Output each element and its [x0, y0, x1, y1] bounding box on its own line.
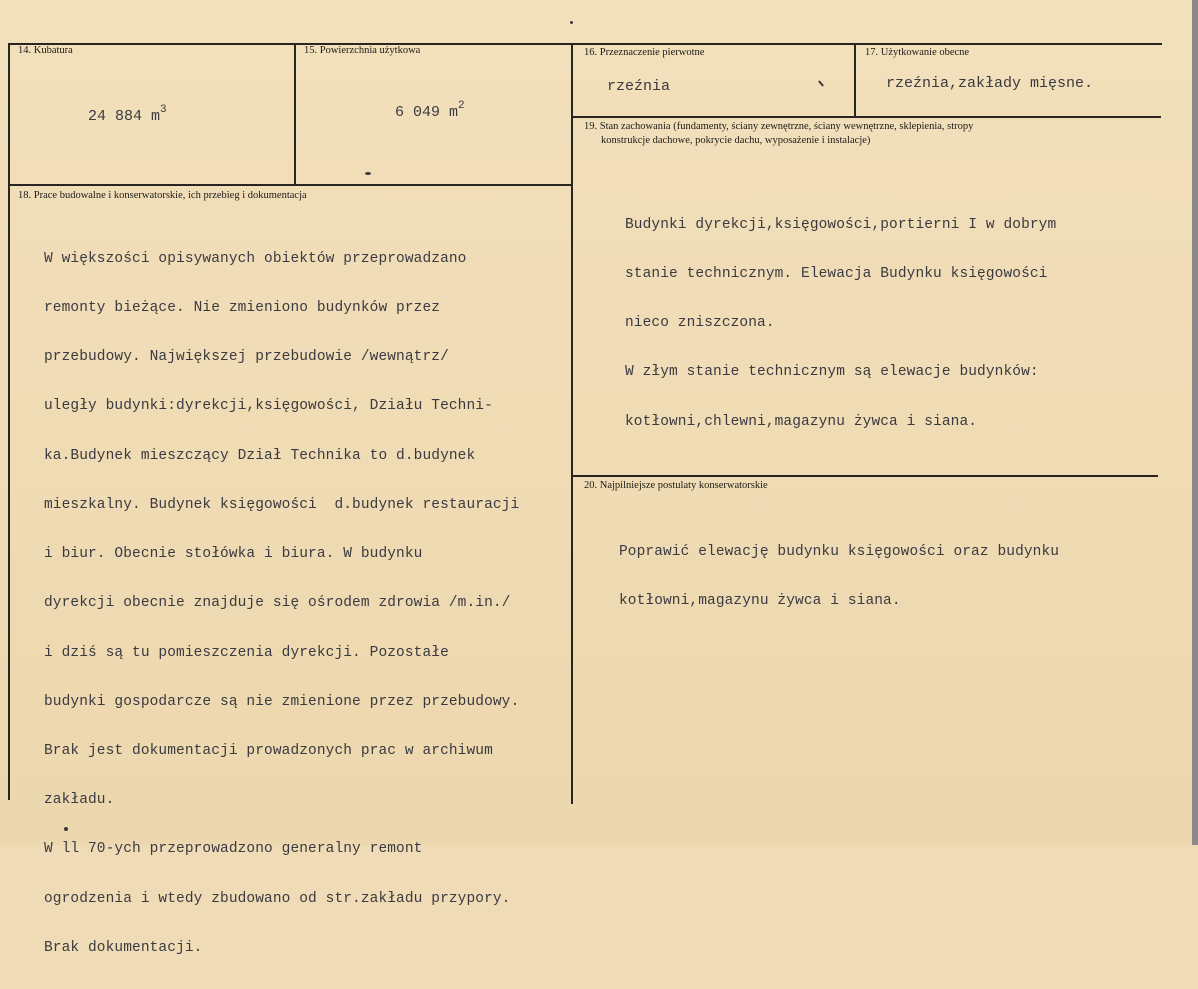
- rule-below-16-17: [571, 116, 1161, 118]
- field-16-value: rzeźnia: [607, 78, 671, 95]
- text-line: W złym stanie technicznym są elewacje budynków:: [625, 364, 1039, 381]
- text-line: ogrodzenia i wtedy zbudowano od str.zakładu przypory.: [44, 890, 511, 907]
- field-14-label: 14. Kubatura: [18, 45, 73, 56]
- top-border: [8, 43, 1162, 45]
- text-line: budynki gospodarcze są nie zmienione przez przebudowy.: [44, 693, 520, 710]
- text-line: uległy budynki:dyrekcji,księgowości, Działu Techni-: [44, 398, 493, 415]
- field-19-label-line1: 19. Stan zachowania (fundamenty, ściany zewnętrzne, ściany wewnętrzne, sklepienia, stropy: [584, 121, 974, 132]
- divider-16-17: [854, 43, 856, 116]
- center-divider: [571, 43, 573, 804]
- field-17-label: 17. Użytkowanie obecne: [865, 47, 970, 58]
- field-15-label: 15. Powierzchnia użytkowa: [304, 45, 421, 56]
- field-14-exponent: 3: [160, 104, 167, 116]
- text-line: kotłowni,magazynu żywca i siana.: [619, 593, 901, 610]
- field-20-text: [619, 511, 1059, 642]
- field-17-value: rzeźnia,zakłady mięsne.: [886, 75, 1094, 92]
- dust-speck: [64, 827, 68, 831]
- text-line: zakładu.: [44, 792, 115, 809]
- text-line: ka.Budynek mieszczący Dział Technika to d.budynek: [44, 447, 476, 464]
- text-line: kotłowni,chlewni,magazynu żywca i siana.: [625, 413, 978, 430]
- text-line: nieco zniszczona.: [625, 315, 775, 332]
- text-line: i dziś są tu pomieszczenia dyrekcji. Pozostałe: [44, 644, 449, 661]
- field-14-number: 24 884 m: [88, 108, 161, 125]
- rule-below-14-15: [8, 184, 573, 186]
- text-line: stanie technicznym. Elewacja Budynku księgowości: [625, 266, 1048, 283]
- text-line: i biur. Obecnie stołówka i biura. W budynku: [44, 546, 423, 563]
- field-14-value: [88, 104, 167, 125]
- dust-speck: [818, 80, 824, 87]
- dust-speck: [570, 21, 573, 24]
- text-line: mieszkalny. Budynek księgowości d.budynek restauracji: [44, 496, 520, 513]
- field-18-text: [44, 218, 519, 989]
- left-border: [8, 43, 10, 800]
- field-15-number: 6 049 m: [395, 104, 459, 121]
- text-line: W większości opisywanych obiektów przeprowadzano: [44, 250, 467, 267]
- text-line: dyrekcji obecnie znajduje się ośrodem zdrowia /m.in./: [44, 595, 511, 612]
- text-line: przebudowy. Największej przebudowie /wewnątrz/: [44, 349, 449, 366]
- divider-14-15: [294, 43, 296, 184]
- field-16-label: 16. Przeznaczenie pierwotne: [584, 47, 705, 58]
- field-15-exponent: 2: [458, 100, 465, 112]
- field-19-text: [625, 184, 1056, 463]
- field-18-label: 18. Prace budowalne i konserwatorskie, ich przebieg i dokumentacja: [18, 190, 307, 201]
- field-20-label: 20. Najpilniejsze postulaty konserwatorskie: [584, 480, 768, 491]
- field-19-label-line2: konstrukcje dachowe, pokrycie dachu, wyposażenie i instalacje): [601, 135, 871, 146]
- text-line: Budynki dyrekcji,księgowości,portierni I w dobrym: [625, 216, 1057, 233]
- dust-speck: [365, 172, 371, 175]
- rule-above-20: [571, 475, 1158, 477]
- text-line: Brak dokumentacji.: [44, 939, 203, 956]
- field-15-value: [395, 100, 465, 121]
- text-line: Poprawić elewację budynku księgowości oraz budynku: [619, 543, 1060, 560]
- text-line: Brak jest dokumentacji prowadzonych prac w archiwum: [44, 743, 493, 759]
- text-line: remonty bieżące. Nie zmieniono budynków przez: [44, 300, 441, 317]
- text-line: W ll 70-ych przeprowadzono generalny remont: [44, 841, 423, 858]
- scan-edge-shadow: [1192, 0, 1198, 845]
